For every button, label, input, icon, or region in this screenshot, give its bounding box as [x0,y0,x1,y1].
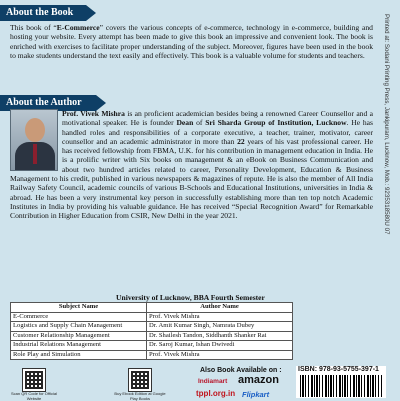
text-run: E-Commerce [56,23,100,32]
subject-cell: Industrial Relations Management [11,341,147,351]
isbn-barcode [300,375,382,397]
website-qr-code[interactable] [22,368,46,392]
text-run: Prof. Vivek Mishra [62,109,125,118]
subject-cell: E-Commerce [11,312,147,322]
text-run: Sri Sharda Group of Institution, Lucknow [205,118,347,128]
table-row [11,341,293,351]
author-cell: Dr. Shailesh Tandon, Siddhanth Shanker Rai [147,331,293,341]
text-run: ” covers the various concepts of e-commerce, technology in e-commerce, building and hosting your website. Every attempt has been made to give this book an impressive and convenient look. The book is enriched with exercises to facilitate proper understanding of the subject. Moreover, figures have been used in the book to make students understand the text easily and effectively. This book is a valuable volume for students and teachers. [10,23,373,60]
about-book-heading: About the Book [0,5,86,21]
flipkart-logo[interactable]: Flipkart [242,390,270,399]
text-run: years of his vast professional career. He has received fellowship from FBMA, U.K. for his contribution in management education in India. He is a prolific writer with Six books on management & an eBook on Business Communication and about two hundred articles related to career, Personality Development, Education & Business Management to his credit, published in various newspapers & magazines of repute. He is also the member of All India Railway Safety Council, academic councils of various B-Schools and Educational Institutions, universities in India & abroad. He has been a very instrumental key person in successfully establishing more than ten top notch Academic Institutes in India by providing his valuable guidance. He has received “Special Recognition Award” for Remarkable Contribution in Higher Education from CSIR, New Delhi in the year 2021. [10,136,373,221]
author-cell: Dr. Amit Kumar Singh, Namrata Dubey [147,322,293,332]
tppl-logo[interactable]: tppl.org.in [196,389,236,398]
table-row [11,322,293,332]
table-row [11,331,293,341]
author-cell: Prof. Vivek Mishra [147,350,293,360]
text-run: This book of “ [10,23,57,32]
author-cell: Prof. Vivek Mishra [147,312,293,322]
text-run: 22 [237,136,245,146]
about-author-heading: About the Author [0,95,96,111]
printer-info: Printed at: Sodani Printing Press, Jankipuram, Lucknow, Mob.: 9235318580U 07 [383,14,390,235]
syllabus-title: University of Lucknow, BBA Fourth Semester [116,293,265,302]
amazon-logo[interactable]: amazon [238,374,279,386]
about-book-text [10,23,373,60]
text-run: is an proficient academician besides being a renowned Career Counsellor and a motivational speaker. He is founder [62,109,373,128]
text-run: Dean [176,118,194,128]
column-header: Author Name [147,303,293,313]
author-cell: Dr. Saroj Kumar, Ishan Dwivedi [147,341,293,351]
subject-cell: Customer Relationship Management [11,331,147,341]
syllabus-table [10,302,293,360]
text-run: of [193,118,206,128]
about-author-text [10,109,373,221]
ebook-qr-code[interactable] [128,368,152,392]
table-row [11,312,293,322]
qr-caption-ebook: Buy Ebook Edition at Google Play Books [114,391,166,401]
column-header: Subject Name [11,303,147,313]
qr-caption-website: Scan QR Code for Official Website [11,391,57,401]
indiamart-logo[interactable]: Indiamart [198,378,228,385]
isbn-label: ISBN: 978-93-5755-397-1 [298,366,379,373]
text-run: . He has handled roles and responsibilities of a corporate executive, a teacher, trainer, motivator, career counsellor and an academic administrator in more than [62,118,373,146]
also-available-label: Also Book Available on : [200,367,282,374]
table-row [11,350,293,360]
subject-cell: Role Play and Simulation [11,350,147,360]
subject-cell: Logistics and Supply Chain Management [11,322,147,332]
